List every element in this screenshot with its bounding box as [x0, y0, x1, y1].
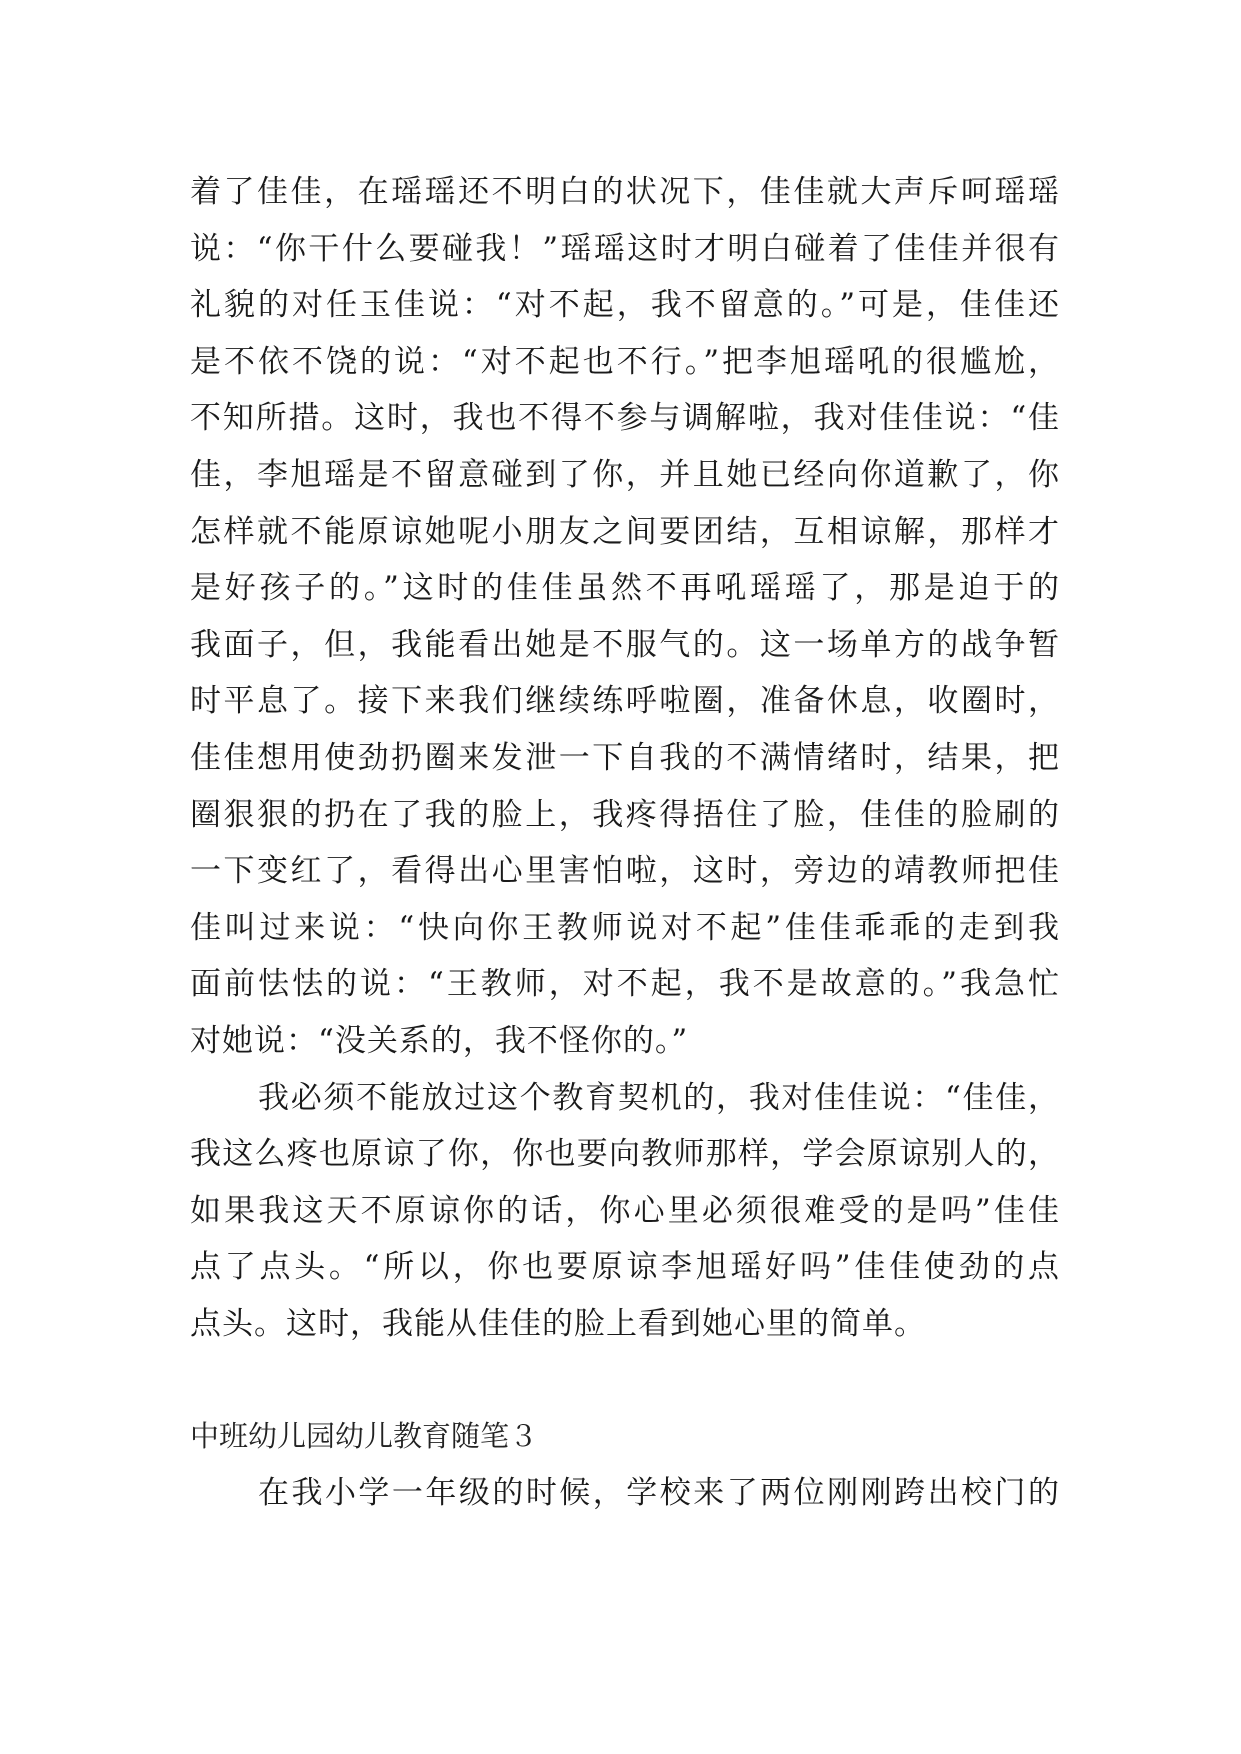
text-line: 怎样就不能原谅她呢小朋友之间要团结，互相谅解，那样才 — [190, 513, 1060, 550]
text-line: 佳叫过来说：“快向你王教师说对不起”佳佳乖乖的走到我 — [190, 909, 1060, 946]
text-line: 如果我这天不原谅你的话，你心里必须很难受的是吗”佳佳 — [190, 1192, 1060, 1229]
text-line: 在我小学一年级的时候，学校来了两位刚刚跨出校门的 — [258, 1475, 1060, 1512]
text-line: 是好孩子的。”这时的佳佳虽然不再吼瑶瑶了，那是迫于的 — [190, 570, 1060, 607]
text-line: 我这么疼也原谅了你，你也要向教师那样，学会原谅别人的， — [190, 1136, 1060, 1173]
text-line: 礼貌的对任玉佳说：“对不起，我不留意的。”可是，佳佳还 — [190, 287, 1060, 324]
text-line: 面前怯怯的说：“王教师，对不起，我不是故意的。”我急忙 — [190, 966, 1060, 1003]
paragraph-2 — [190, 1070, 1060, 1353]
text-line: 点头。这时，我能从佳佳的脸上看到她心里的简单。 — [190, 1305, 926, 1342]
text-line: 是不依不饶的说：“对不起也不行。”把李旭瑶吼的很尴尬， — [190, 343, 1060, 380]
text-line: 着了佳佳，在瑶瑶还不明白的状况下，佳佳就大声斥呵瑶瑶 — [190, 174, 1060, 210]
text-line: 不知所措。这时，我也不得不参与调解啦，我对佳佳说：“佳 — [190, 400, 1060, 437]
section-heading: 中班幼儿园幼儿教育随笔３ — [190, 1419, 539, 1454]
paragraph-1 — [190, 164, 1060, 1070]
text-line: 时平息了。接下来我们继续练呼啦圈，准备休息，收圈时， — [190, 683, 1060, 720]
text-line: 我必须不能放过这个教育契机的，我对佳佳说：“佳佳， — [258, 1079, 1060, 1116]
text-line: 说：“你干什么要碰我！”瑶瑶这时才明白碰着了佳佳并很有 — [190, 230, 1060, 267]
text-line: 一下变红了，看得出心里害怕啦，这时，旁边的靖教师把佳 — [190, 853, 1060, 890]
text-line: 圈狠狠的扔在了我的脸上，我疼得捂住了脸，佳佳的脸刷的 — [190, 796, 1060, 833]
text-line: 佳佳想用使劲扔圈来发泄一下自我的不满情绪时，结果，把 — [190, 739, 1060, 776]
text-line: 对她说：“没关系的，我不怪你的。” — [190, 1022, 689, 1059]
paragraph-3 — [190, 1465, 1060, 1522]
text-line: 佳，李旭瑶是不留意碰到了你，并且她已经向你道歉了，你 — [190, 456, 1060, 493]
text-line: 我面子，但，我能看出她是不服气的。这一场单方的战争暂 — [190, 626, 1060, 663]
text-line: 点了点头。“所以，你也要原谅李旭瑶好吗”佳佳使劲的点 — [190, 1249, 1060, 1286]
document-body — [190, 164, 1060, 1522]
